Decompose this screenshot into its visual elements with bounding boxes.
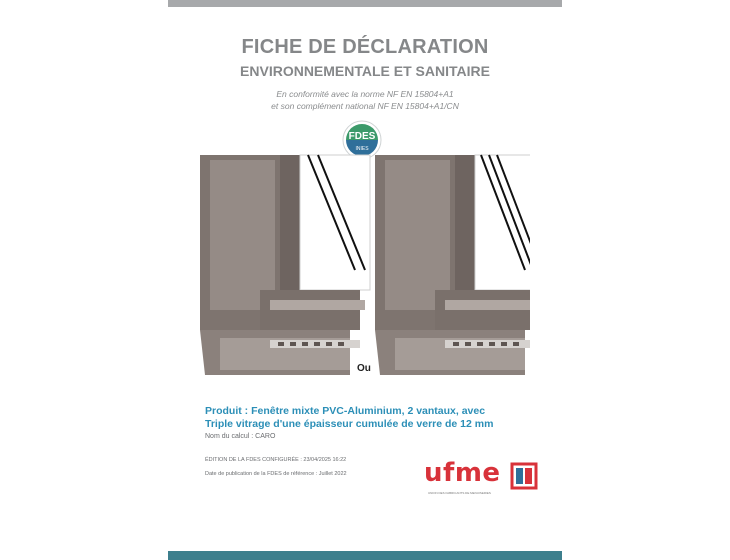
logo-tagline: UNION DES FABRICANTS DE MENUISERIES (428, 491, 491, 495)
ufme-logo (424, 458, 554, 498)
separator-ou: Ou (357, 363, 371, 374)
bottom-teal-bar (168, 551, 562, 560)
window-triple-glazing-image (375, 155, 530, 375)
publication-date: Date de publication de la FDES de référence : Juillet 2022 (205, 471, 347, 477)
logo-text: ufme (424, 458, 501, 488)
badge-sub-text: INIES (355, 146, 369, 152)
product-line-2: Triple vitrage d'une épaisseur cumulée de verre de 12 mm (205, 418, 494, 430)
title-line-2: ENVIRONNEMENTALE ET SANITAIRE (240, 63, 490, 79)
top-gray-bar (168, 0, 562, 7)
window-double-glazing-image (200, 155, 370, 375)
badge-main-text: FDES (348, 131, 376, 142)
edition-info: ÉDITION DE LA FDES CONFIGURÉE : 23/04/2025 16:22 (205, 457, 347, 463)
window-logo-icon (510, 462, 538, 490)
window-illustrations (200, 150, 530, 390)
product-line-1: Produit : Fenêtre mixte PVC-Aluminium, 2 vantaux, avec (205, 405, 486, 417)
title-line-1: FICHE DE DÉCLARATION (241, 36, 489, 58)
calc-name: Nom du calcul : CARO (205, 433, 276, 440)
subtitle-line-1: En conformité avec la norme NF EN 15804+A1 (276, 89, 454, 99)
subtitle-line-2: et son complément national NF EN 15804+A1/CN (271, 101, 459, 111)
